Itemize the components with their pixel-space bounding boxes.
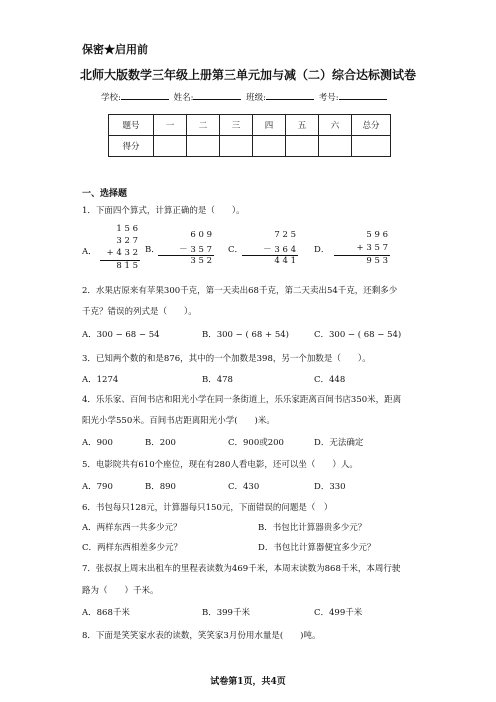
q1-d-line1: 5 9 6 <box>366 230 388 240</box>
score-cell: 总分 <box>352 115 391 136</box>
page-footer: 试卷第1页，共4页 <box>210 677 286 687</box>
question-2-line2: 千克？错误的列式是（ ）。 <box>82 307 197 317</box>
q6-option-c: C．两样东西相差多少元？ <box>82 543 183 553</box>
q7-option-c: C．499千米 <box>314 608 363 618</box>
question-4-line1: 4．乐乐家、百间书店和阳光小学在同一条街道上，乐乐家距离百间书店350米，距离 <box>82 395 402 405</box>
score-input-cell[interactable] <box>286 136 319 157</box>
q4-option-a: A．900 <box>82 438 113 448</box>
score-input-cell[interactable] <box>319 136 352 157</box>
question-7-line1: 7．张叔叔上周末出租车的里程表读数为469千米，本周末读数为868千米，本周行驶 <box>82 564 401 574</box>
exam-title: 北师大版数学三年级上册第三单元加与减（二）综合达标测试卷 <box>79 68 416 82</box>
q4-option-c: C．900或200 <box>228 438 284 448</box>
q5-option-b: B．890 <box>145 482 176 492</box>
q2-option-b: B．300 − ( 68 + 54) <box>202 330 289 340</box>
question-3: 3．已知两个数的和是876，其中的一个加数是398，另一个加数是（ ）。 <box>82 354 371 364</box>
q6-option-b: B．书包比计算器贵多少元？ <box>258 523 367 533</box>
q6-option-d: D．书包比计算器便宜多少元？ <box>258 543 376 553</box>
score-table-header-row <box>109 115 391 136</box>
q5-option-d: D．330 <box>314 482 346 492</box>
score-cell: 五 <box>286 115 319 136</box>
name-blank[interactable] <box>193 91 241 100</box>
q1-d-line2: + 3 5 7 <box>356 243 388 253</box>
question-8: 8．下面是笑笑家水表的读数，笑笑家3月份用水量是( )吨。 <box>82 631 321 641</box>
q2-option-a: A．300 − 68 − 54 <box>82 330 160 340</box>
score-cell: 得分 <box>109 136 154 157</box>
question-1: 1．下面四个算式，计算正确的是（ ）。 <box>82 206 245 216</box>
q1-option-d-label: D． <box>314 245 330 255</box>
question-6: 6．书包每只128元，计算器每只150元，下面错误的问题是（ ） <box>82 503 333 513</box>
score-input-cell[interactable] <box>220 136 253 157</box>
question-7-line2: 路为（ ）千米。 <box>82 586 159 596</box>
q1-option-a-label: A． <box>82 247 97 257</box>
score-cell: 四 <box>253 115 286 136</box>
number-label: 考号: <box>318 93 339 103</box>
score-input-cell[interactable] <box>253 136 286 157</box>
score-input-cell[interactable] <box>187 136 220 157</box>
q1-b-line2: － 3 5 7 <box>179 245 212 255</box>
student-info-line <box>101 91 389 103</box>
confidential-mark: 保密★启用前 <box>82 43 148 56</box>
q1-option-c-label: C． <box>228 245 244 255</box>
q1-a-line1: 1 5 6 <box>116 224 138 234</box>
number-blank[interactable] <box>339 91 387 100</box>
q1-d-result: 9 5 3 <box>366 256 388 266</box>
score-table <box>108 114 391 157</box>
score-cell: 六 <box>319 115 352 136</box>
q1-c-result: 4 4 1 <box>274 256 296 266</box>
q1-a-line3: + 4 3 2 <box>106 248 138 258</box>
score-table-score-row <box>109 136 391 157</box>
q7-option-b: B．399千米 <box>202 608 250 618</box>
q4-option-b: B．200 <box>145 438 176 448</box>
question-5: 5．电影院共有610个座位，现在有280人看电影，还可以坐（ ）人。 <box>82 460 358 470</box>
score-cell: 一 <box>154 115 187 136</box>
q5-option-c: C．430 <box>228 482 260 492</box>
q3-option-b: B．478 <box>202 375 233 385</box>
class-label: 班级: <box>246 93 267 103</box>
q1-a-line2: 3 2 7 <box>116 236 138 246</box>
q5-option-a: A．790 <box>82 482 113 492</box>
school-label: 学校: <box>101 93 121 103</box>
q6-option-a: A．两样东西一共多少元？ <box>82 523 182 533</box>
q1-b-line1: 6 0 9 <box>190 230 212 240</box>
section-heading: 一、选择题 <box>82 189 128 199</box>
q1-a-result: 8 1 5 <box>116 261 138 271</box>
score-cell: 二 <box>187 115 220 136</box>
q3-option-c: C．448 <box>314 375 346 385</box>
class-blank[interactable] <box>266 91 314 100</box>
q3-option-a: A．1274 <box>82 375 119 385</box>
name-label: 姓名: <box>173 93 194 103</box>
question-2-line1: 2．水果店原来有苹果300千克，第一天卖出68千克，第二天卖出54千克，还剩多少 <box>82 286 398 296</box>
q1-c-line2: － 3 6 4 <box>263 245 296 255</box>
q1-c-line1: 7 2 5 <box>274 230 296 240</box>
q4-option-d: D．无法确定 <box>314 438 364 448</box>
score-cell: 题号 <box>109 115 154 136</box>
school-blank[interactable] <box>121 91 169 100</box>
score-input-cell[interactable] <box>154 136 187 157</box>
q1-b-result: 3 5 2 <box>190 256 212 266</box>
score-input-cell[interactable] <box>352 136 391 157</box>
q7-option-a: A．868千米 <box>82 608 130 618</box>
q2-option-c: C．300 − ( 68 − 54) <box>314 330 402 340</box>
score-cell: 三 <box>220 115 253 136</box>
question-4-line2: 阳光小学550米。百间书店距离阳光小学( )米。 <box>82 416 275 426</box>
q1-option-b-label: B． <box>145 245 160 255</box>
